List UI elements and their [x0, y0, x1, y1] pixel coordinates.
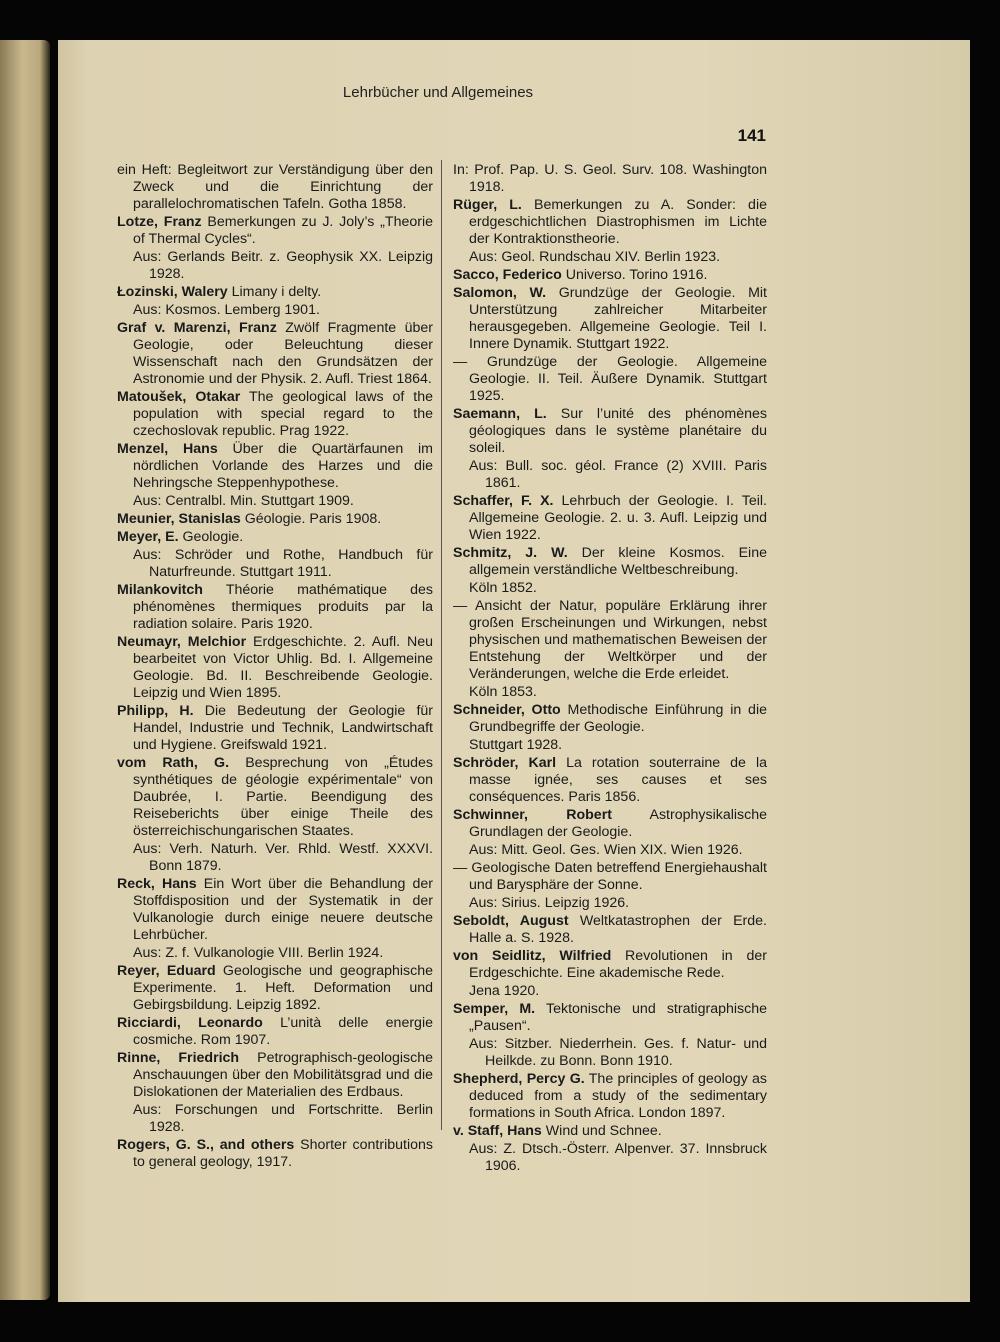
entry-source: Köln 1852. — [469, 580, 537, 596]
right-column — [453, 162, 767, 1176]
bibliography-entry — [117, 582, 433, 633]
entry-text: Astrophysikalische Grundlagen der Geologie. — [469, 807, 767, 840]
entry-source: Aus: Sirius. Leipzig 1926. — [469, 895, 630, 911]
entry-text: The geological laws of the population with special regard to the czechoslovak republic. Prag 1922. — [133, 389, 433, 439]
entry-author: Schaffer, F. X. — [453, 493, 554, 509]
entry-author: Semper, M. — [453, 1001, 536, 1017]
bibliography-entry — [117, 320, 433, 388]
column-divider — [441, 160, 442, 1130]
entry-text: La rotation souterraine de la masse ignée, ses causes et ses conséquences. Paris 1856. — [469, 755, 768, 805]
entry-text: Revolutionen in der Erdgeschichte. Eine akademische Rede. — [469, 948, 767, 981]
entry-text: Shorter contributions to general geology, 1917. — [133, 1137, 433, 1170]
bibliography-entry — [117, 162, 433, 213]
bibliography-entry — [453, 406, 767, 457]
entry-text: Sur l’unité des phénomènes géologiques dans le système planétaire du soleil. — [469, 406, 768, 456]
entry-text: — Geologische Daten betreffend Energiehaushalt und Barysphäre der Sonne. — [453, 860, 767, 893]
entry-text: Erdgeschichte. 2. Aufl. Neu bearbeitet von Victor Uhlig. Bd. I. Allgemeine Geologie. Bd. II. Beschreibende Geologie. Leipzig und Wien 1895. — [133, 634, 433, 701]
entry-source: Aus: Gerlands Beitr. z. Geophysik XX. Leipzig 1928. — [133, 249, 433, 282]
entry-author: Schwinner, Robert — [453, 807, 612, 823]
entry-source: Köln 1853. — [469, 684, 537, 700]
entry-author: Lotze, Franz — [117, 214, 202, 230]
bibliography-entry — [453, 545, 767, 579]
page-number: 141 — [737, 126, 766, 145]
bibliography-entry — [453, 493, 767, 544]
bibliography-entry — [117, 755, 433, 840]
entry-text: Zwölf Fragmente über Geologie, oder Beleuchtung dieser Wissenschaft nach den Grundsätzen der Astronomie und der Physik. 2. Aufl. Triest 1864. — [133, 320, 433, 387]
bibliography-entry — [453, 267, 767, 284]
bibliography-entry — [453, 913, 767, 947]
bibliography-entry — [453, 755, 767, 806]
bibliography-entry — [453, 1123, 767, 1140]
entry-author: von Seidlitz, Wilfried — [453, 948, 612, 964]
entry-text: Der kleine Kosmos. Eine allgemein verständliche Weltbeschreibung. — [469, 545, 767, 578]
entry-author: Saemann, L. — [453, 406, 547, 422]
entry-text: — Ansicht der Natur, populäre Erklärung ihrer großen Erscheinungen und Wirkungen, nebst physischen und mathematischen Beweisen der Entstehung der Weltkörper und der Veränderungen, welche die Erde erleidet. — [453, 598, 767, 682]
bibliography-entry — [453, 948, 767, 982]
entry-text: Limany i delty. — [227, 284, 322, 300]
bibliography-entry — [117, 284, 433, 301]
bibliography-entry — [453, 162, 767, 196]
book-spine-left — [0, 40, 50, 1300]
entry-author: Schneider, Otto — [453, 702, 561, 718]
entry-text: Géologie. Paris 1908. — [240, 511, 382, 527]
bibliography-entry — [117, 876, 433, 944]
entry-source: Aus: Mitt. Geol. Ges. Wien XIX. Wien 1926. — [469, 842, 743, 858]
entry-source: Aus: Geol. Rundschau XIV. Berlin 1923. — [469, 249, 721, 265]
bibliography-entry — [453, 285, 767, 353]
entry-text: Grundzüge der Geologie. Mit Unterstützung zahlreicher Mitarbeiter herausgegeben. Allgemeine Geologie. Teil I. Innere Dynamik. Stuttgart 1922. — [469, 285, 768, 352]
entry-text: Methodische Einführung in die Grundbegriffe der Geologie. — [469, 702, 767, 735]
entry-author: Rinne, Friedrich — [117, 1050, 240, 1066]
bibliography-entry — [453, 1001, 767, 1035]
entry-author: Ricciardi, Leonardo — [117, 1015, 263, 1031]
entry-text: Geologische und geographische Experimente. 1. Heft. Deformation und Gebirgsbildung. Leipzig 1892. — [133, 963, 433, 1013]
bibliography-entry — [453, 197, 767, 248]
entry-author: Philipp, H. — [117, 703, 194, 719]
bibliography-entry — [117, 1050, 433, 1101]
entry-author: Graf v. Marenzi, Franz — [117, 320, 277, 336]
entry-text: L’unità delle energie cosmiche. Rom 1907. — [133, 1015, 433, 1048]
entry-source: Aus: Z. Dtsch.-Österr. Alpenver. 37. Innsbruck 1906. — [469, 1141, 767, 1174]
bibliography-entry — [117, 389, 433, 440]
entry-author: Matoušek, Otakar — [117, 389, 241, 405]
entry-source: Aus: Forschungen und Fortschritte. Berlin 1928. — [133, 1102, 433, 1135]
entry-text: Petrographisch-geologische Anschauungen über den Mobilitätsgrad und die Dislokationen der Materialien des Erdbaus. — [133, 1050, 433, 1100]
entry-text: Die Bedeutung der Geologie für Handel, Industrie und Technik, Landwirtschaft und Hygiene. Greifswald 1921. — [133, 703, 434, 753]
entry-author: Meyer, E. — [117, 529, 179, 545]
entry-source: Aus: Schröder und Rothe, Handbuch für Naturfreunde. Stuttgart 1911. — [133, 547, 433, 580]
entry-text: Ein Wort über die Behandlung der Stoffdisposition und der Systematik in der Vulkanologie durch einige neuere deutsche Lehrbücher. — [133, 876, 433, 943]
entry-text: — Grundzüge der Geologie. Allgemeine Geologie. II. Teil. Äußere Dynamik. Stuttgart 1925. — [453, 354, 767, 404]
entry-source: Aus: Bull. soc. géol. France (2) XVIII. Paris 1861. — [469, 458, 767, 491]
entry-author: Rüger, L. — [453, 197, 522, 213]
entry-author: Schmitz, J. W. — [453, 545, 568, 561]
entry-author: Schröder, Karl — [453, 755, 557, 771]
bibliography-entry — [453, 860, 767, 894]
bibliography-entry — [117, 703, 433, 754]
entry-text: Bemerkungen zu A. Sonder: die erdgeschichtlichen Diastrophismen im Lichte der Kontraktionstheorie. — [469, 197, 767, 247]
bibliography-entry — [453, 702, 767, 736]
bibliography-entry — [117, 634, 433, 702]
bibliography-entry — [453, 807, 767, 841]
entry-text: Wind und Schnee. — [541, 1123, 662, 1139]
entry-author: vom Rath, G. — [117, 755, 230, 771]
bibliography-entry — [453, 354, 767, 405]
entry-author: Meunier, Stanislas — [117, 511, 241, 527]
header-title: Lehrbücher und Allgemeines — [342, 84, 534, 101]
running-header — [0, 84, 1000, 101]
entry-author: Łozinski, Walery — [117, 284, 228, 300]
bibliography-entry — [117, 963, 433, 1014]
entry-text: The principles of geology as deduced from a study of the sedimentary formations in South Africa. London 1897. — [469, 1071, 768, 1121]
bibliography-entry — [117, 1137, 433, 1171]
entry-author: Sacco, Federico — [453, 267, 562, 283]
entry-author: Reyer, Eduard — [117, 963, 216, 979]
entry-text: Weltkatastrophen der Erde. Halle a. S. 1928. — [469, 913, 767, 946]
entry-author: Neumayr, Melchior — [117, 634, 247, 650]
entry-source: Aus: Centralbl. Min. Stuttgart 1909. — [133, 493, 354, 509]
entry-text: Lehrbuch der Geologie. I. Teil. Allgemeine Geologie. 2. u. 3. Aufl. Leipzig und Wien 1922. — [469, 493, 767, 543]
bibliography-entry — [117, 529, 433, 546]
entry-text: Bemerkungen zu J. Joly’s „Theorie of Thermal Cycles“. — [133, 214, 434, 247]
entry-author: Salomon, W. — [453, 285, 547, 301]
entry-source: Stuttgart 1928. — [469, 737, 563, 753]
entry-source: Aus: Verh. Naturh. Ver. Rhld. Westf. XXXVI. Bonn 1879. — [133, 841, 433, 874]
bibliography-entry — [117, 511, 433, 528]
entry-text: Tektonische und stratigraphische „Pausen“. — [469, 1001, 767, 1034]
entry-source: Aus: Sitzber. Niederrhein. Ges. f. Natur- und Heilkde. zu Bonn. Bonn 1910. — [469, 1036, 767, 1069]
entry-author: Milankovitch — [117, 582, 203, 598]
entry-text: ein Heft: Begleitwort zur Verständigung über den Zweck und die Einrichtung der parallelochromatischen Tafeln. Gotha 1858. — [117, 162, 433, 212]
entry-text: Universo. Torino 1916. — [561, 267, 708, 283]
entry-text: In: Prof. Pap. U. S. Geol. Surv. 108. Washington 1918. — [453, 162, 767, 195]
bibliography-entry — [117, 214, 433, 248]
entry-source: Aus: Kosmos. Lemberg 1901. — [133, 302, 320, 318]
entry-source: Jena 1920. — [469, 983, 540, 999]
entry-text: Geologie. — [178, 529, 244, 545]
bibliography-entry — [117, 1015, 433, 1049]
entry-author: v. Staff, Hans — [453, 1123, 542, 1139]
entry-text: Besprechung von „Études synthétiques de géologie expérimentale“ von Daubrée, I. Partie. Beendigung des Reiseberichts über einige Theile des österreichischungarischen Staates. — [133, 755, 433, 839]
entry-text: Théorie mathématique des phénomènes thermiques produits par la radiation solaire. Paris 1920. — [133, 582, 433, 632]
bibliography-entry — [453, 1071, 767, 1122]
entry-author: Shepherd, Percy G. — [453, 1071, 585, 1087]
entry-author: Reck, Hans — [117, 876, 197, 892]
entry-author: Rogers, G. S., and others — [117, 1137, 295, 1153]
entry-author: Seboldt, August — [453, 913, 569, 929]
bibliography-entry — [117, 441, 433, 492]
bibliography-entry — [453, 598, 767, 683]
left-column — [117, 162, 433, 1172]
entry-author: Menzel, Hans — [117, 441, 218, 457]
entry-text: Über die Quartärfaunen im nördlichen Vorlande des Harzes und die Nehringsche Steppenhypothese. — [133, 441, 433, 491]
entry-source: Aus: Z. f. Vulkanologie VIII. Berlin 1924. — [133, 945, 384, 961]
